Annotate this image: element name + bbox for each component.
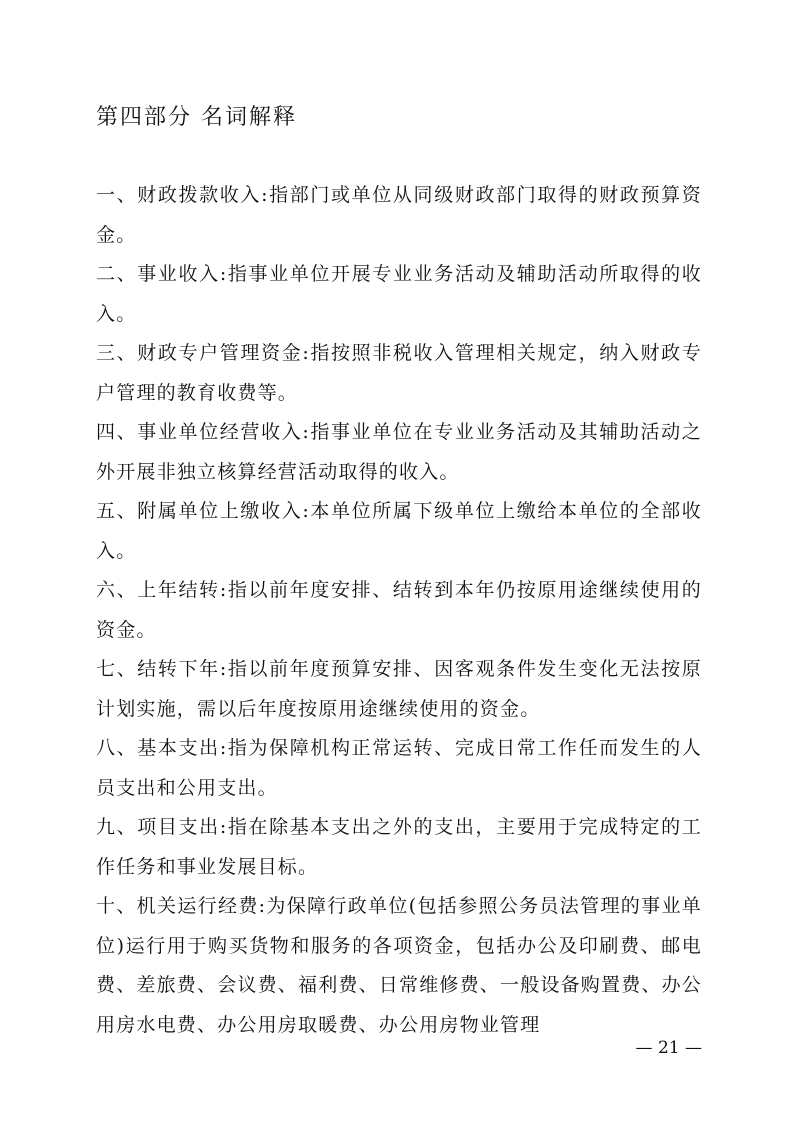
definitions-list xyxy=(96,176,702,1045)
definition-item: 五、附属单位上缴收入:本单位所属下级单位上缴给本单位的全部收入。 xyxy=(96,500,702,562)
definition-term: 一、财政拨款收入 xyxy=(96,184,262,206)
definition-text: 指以前年度安排、结转到本年仍按原用途继续使用的资金。 xyxy=(96,579,702,641)
definition-text: 指事业单位在专业业务活动及其辅助活动之外开展非独立核算经营活动取得的收入。 xyxy=(96,421,702,483)
definition-text: 指事业单位开展专业业务活动及辅助活动所取得的收入。 xyxy=(96,263,702,325)
definition-item: 三、财政专户管理资金:指按照非税收入管理相关规定，纳入财政专户管理的教育收费等。 xyxy=(96,342,702,404)
definition-text: 为保障行政单位(包括参照公务员法管理的事业单位)运行用于购买货物和服务的各项资金，包括办公及印刷费、邮电费、差旅费、会议费、福利费、日常维修费、一般设备购置费、办公用房水电费、办公用房取暖费、办公用房物业管理 xyxy=(96,895,703,1036)
definition-text: 指部门或单位从同级财政部门取得的财政预算资金。 xyxy=(96,184,702,246)
definition-text: 指按照非税收入管理相关规定，纳入财政专户管理的教育收费等。 xyxy=(96,342,702,404)
definition-term: 七、结转下年 xyxy=(96,658,220,680)
page-title: 第四部分 名词解释 xyxy=(96,105,297,130)
definition-item: 七、结转下年:指以前年度预算安排、因客观条件发生变化无法按原计划实施，需以后年度按原用途继续使用的资金。 xyxy=(96,658,702,720)
definition-term: 二、事业收入 xyxy=(96,263,220,285)
definition-term: 九、项目支出 xyxy=(96,816,220,838)
definition-term: 四、事业单位经营收入 xyxy=(96,421,303,443)
page-number: — 21 — xyxy=(635,1038,702,1058)
definition-term: 六、上年结转 xyxy=(96,579,220,601)
definition-item: 八、基本支出:指为保障机构正常运转、完成日常工作任而发生的人员支出和公用支出。 xyxy=(96,737,702,799)
definition-text: 指为保障机构正常运转、完成日常工作任而发生的人员支出和公用支出。 xyxy=(96,737,702,799)
definition-item: 二、事业收入:指事业单位开展专业业务活动及辅助活动所取得的收入。 xyxy=(96,263,702,325)
definition-item: 一、财政拨款收入:指部门或单位从同级财政部门取得的财政预算资金。 xyxy=(96,184,702,246)
definition-item: 六、上年结转:指以前年度安排、结转到本年仍按原用途继续使用的资金。 xyxy=(96,579,702,641)
definition-item: 四、事业单位经营收入:指事业单位在专业业务活动及其辅助活动之外开展非独立核算经营活动取得的收入。 xyxy=(96,421,702,483)
definition-item: 九、项目支出:指在除基本支出之外的支出，主要用于完成特定的工作任务和事业发展目标。 xyxy=(96,816,702,878)
definition-term: 八、基本支出 xyxy=(96,737,220,759)
definition-text: 指在除基本支出之外的支出，主要用于完成特定的工作任务和事业发展目标。 xyxy=(96,816,702,878)
definition-item: 十、机关运行经费:为保障行政单位(包括参照公务员法管理的事业单位)运行用于购买货物和服务的各项资金，包括办公及印刷费、邮电费、差旅费、会议费、福利费、日常维修费、一般设备购置费、办公用房水电费、办公用房取暖费、办公用房物业管理 xyxy=(96,895,703,1036)
definition-text: 指以前年度预算安排、因客观条件发生变化无法按原计划实施，需以后年度按原用途继续使用的资金。 xyxy=(96,658,702,720)
definition-term: 五、附属单位上缴收入 xyxy=(96,500,303,522)
definition-term: 三、财政专户管理资金 xyxy=(96,342,303,364)
definition-text: 本单位所属下级单位上缴给本单位的全部收入。 xyxy=(96,500,702,562)
definition-term: 十、机关运行经费 xyxy=(96,895,259,917)
